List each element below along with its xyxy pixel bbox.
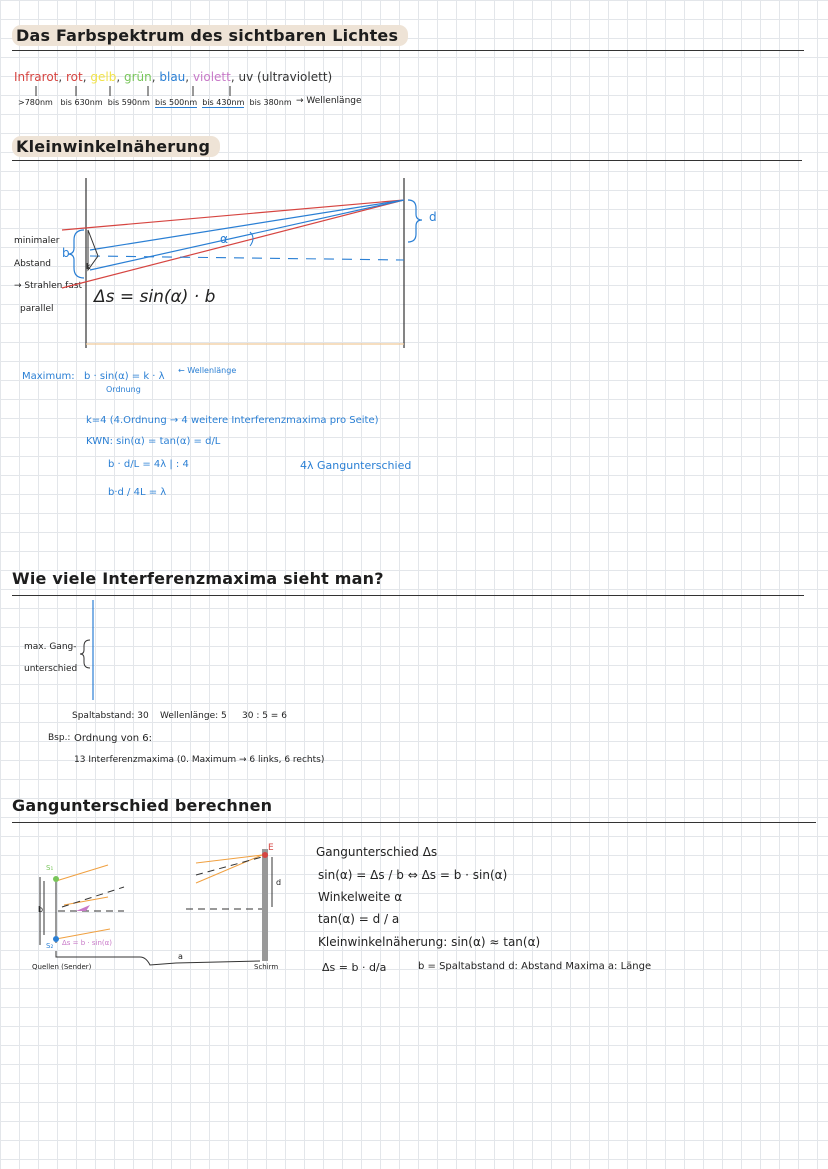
label-s2: S₂ <box>46 942 54 950</box>
spalt-line: Spaltabstand: 30 <box>72 711 149 721</box>
label-a: a <box>178 952 183 961</box>
label-quellen: Quellen (Sender) <box>32 963 92 971</box>
wavelength-row <box>18 98 292 107</box>
color-blau: blau <box>159 70 186 84</box>
label-s1: S₁ <box>46 864 54 872</box>
wellen-line: Wellenlänge: 5 <box>160 711 227 721</box>
bsp-label: Bsp.: <box>48 733 71 743</box>
maxima-result-line: 13 Interferenzmaxima (0. Maximum → 6 links, 6 rechts) <box>74 755 325 765</box>
color-uv: uv (ultraviolett) <box>238 70 333 84</box>
section-divider <box>12 822 816 823</box>
color-list: Infrarot, rot, gelb, grün, blau, violett, uv (ultraviolett) <box>14 70 333 84</box>
max-gang-label-1: max. Gang- <box>24 642 77 652</box>
section-divider <box>12 50 804 51</box>
wavelength-5: bis 380nm <box>249 98 292 107</box>
label-b-diagram: b <box>38 905 44 914</box>
label-d-diagram: d <box>276 878 282 887</box>
side-label-1: minimaler <box>14 236 60 246</box>
wavelength-arrow-note: ← Wellenlänge <box>178 366 237 375</box>
label-b: b <box>62 246 70 260</box>
gang-line-5: Kleinwinkelnäherung: sin(α) ≈ tan(α) <box>318 935 541 949</box>
label-k: k <box>86 262 91 271</box>
wavelength-3: bis 500nm <box>154 98 198 107</box>
color-gruen: grün <box>123 70 152 84</box>
gangunterschied-diagram <box>20 835 320 975</box>
wavelength-1: bis 630nm <box>60 98 103 107</box>
side-label-3: → Strahlen fast <box>14 281 83 291</box>
maximum-label: Maximum: <box>22 371 75 382</box>
eq-line: b · d/L = 4λ | : 4 <box>108 459 189 470</box>
gang-legend: b = Spaltabstand d: Abstand Maxima a: Länge <box>418 961 652 972</box>
wavelength-2: bis 590nm <box>107 98 150 107</box>
color-gelb: gelb <box>90 70 117 84</box>
label-schirm: Schirm <box>254 963 279 971</box>
wavelength-note: → Wellenlänge <box>296 96 362 106</box>
color-infrarot: Infrarot <box>14 70 59 84</box>
kwn-line: KWN: sin(α) = tan(α) = d/L <box>86 436 221 447</box>
calc-line: 30 : 5 = 6 <box>242 711 287 721</box>
result-line: b·d / 4L = λ <box>108 487 167 498</box>
maxima-brace-diagram <box>80 600 110 710</box>
gang-line-3: Winkelweite α <box>318 890 403 904</box>
gang-line-6: Δs = b · d/a <box>322 961 387 974</box>
section-divider <box>12 160 802 161</box>
section-divider <box>12 595 804 596</box>
max-gang-label-2: unterschied <box>24 664 78 674</box>
maximum-formula: b · sin(α) = k · λ <box>84 371 165 382</box>
kleinwinkel-diagram <box>0 170 440 360</box>
label-delta-s: Δs = b · sin(α) <box>62 939 112 947</box>
section-title-kleinwinkel: Kleinwinkelnäherung <box>12 137 220 156</box>
section-title-gangunterschied: Gangunterschied berechnen <box>12 796 273 815</box>
label-d: d <box>429 210 437 224</box>
label-alpha: α <box>220 232 228 246</box>
label-e: E <box>268 843 274 853</box>
gang-line-1: Gangunterschied Δs <box>316 845 438 859</box>
wavelength-4: bis 430nm <box>202 98 245 107</box>
section-title-maxima: Wie viele Interferenzmaxima sieht man? <box>12 569 384 588</box>
order-note: Ordnung <box>106 385 141 394</box>
section-title-spectrum: Das Farbspektrum des sichtbaren Lichtes <box>12 26 408 45</box>
wavelength-0: >780nm <box>18 98 53 107</box>
formula-delta-s: Δs = sin(α) · b <box>94 287 216 307</box>
gang-line-2: sin(α) = Δs / b ⇔ Δs = b · sin(α) <box>318 868 508 882</box>
k-line: k=4 (4.Ordnung → 4 weitere Interferenzmaxima pro Seite) <box>86 415 379 426</box>
ordnung-line: Ordnung von 6: <box>74 733 152 744</box>
color-rot: rot <box>66 70 83 84</box>
gang-line-4: tan(α) = d / a <box>318 912 400 926</box>
side-label-2: Abstand <box>14 259 52 269</box>
gang-note: 4λ Gangunterschied <box>300 459 412 472</box>
side-label-4: parallel <box>20 304 54 314</box>
color-violett: violett <box>192 70 231 84</box>
